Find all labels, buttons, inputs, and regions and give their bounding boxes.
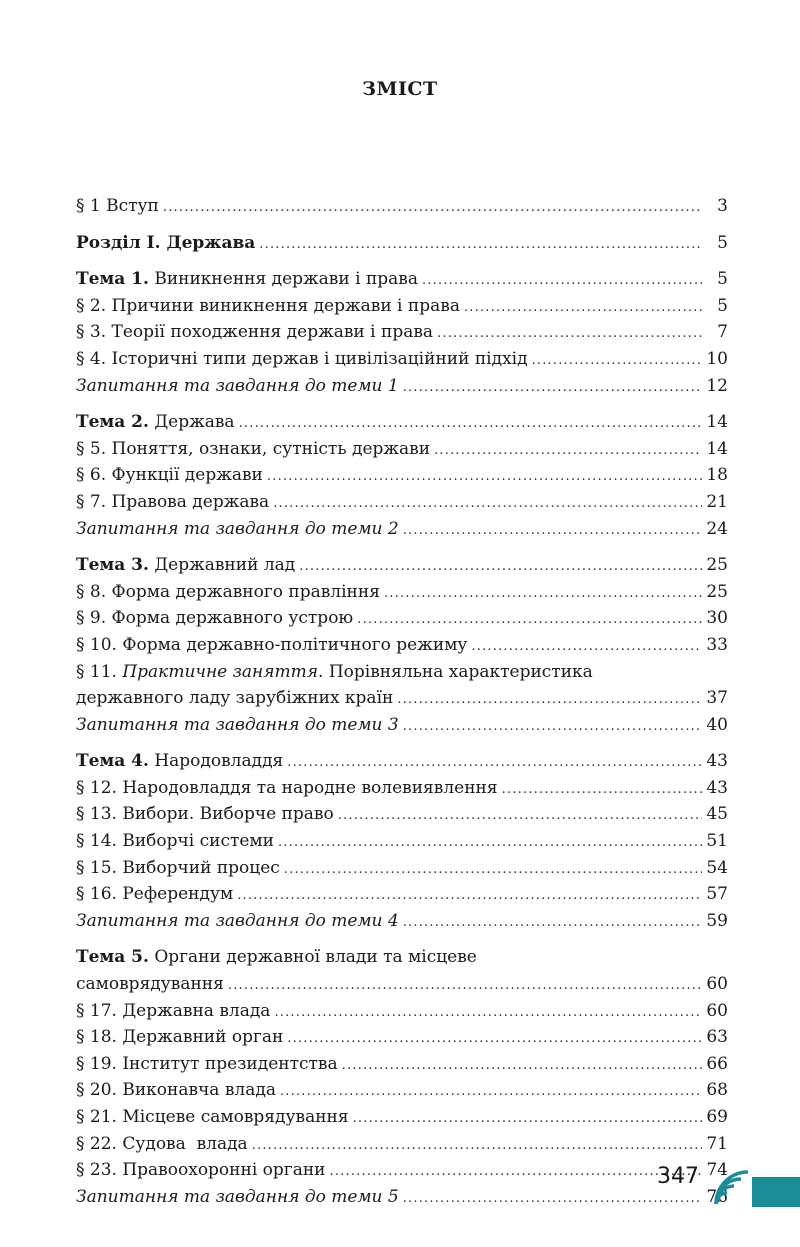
toc-entry[interactable]: § 18. Державний орган ..... 63 [76, 1024, 728, 1051]
toc-entry[interactable]: Запитання та завдання до теми 1 ..... 12 [76, 373, 728, 400]
toc-page: 76 [706, 1186, 728, 1207]
page-number: 347 [657, 1164, 699, 1189]
toc-entry[interactable]: Тема 1. Виникнення держави і права ..... 5 [76, 266, 728, 293]
toc-page: 33 [706, 634, 728, 655]
toc-entry[interactable]: Розділ І. Держава ..... 5 [76, 230, 728, 257]
toc-entry[interactable]: § 12. Народовладдя та народне волевиявлення ..... 43 [76, 775, 728, 802]
toc-entry[interactable]: § 20. Виконавча влада ..... 68 [76, 1077, 728, 1104]
dot-leader [259, 232, 702, 259]
toc-entry[interactable]: § 22. Судова влада ..... 71 [76, 1131, 728, 1158]
toc-page: 71 [706, 1133, 728, 1154]
toc-page: 60 [706, 1000, 728, 1021]
dot-leader [353, 1106, 702, 1133]
dot-leader [273, 491, 702, 518]
toc-page: 7 [717, 322, 728, 343]
dot-leader [464, 295, 702, 322]
toc-entry[interactable]: § 23. Правоохоронні органи ..... 74 [76, 1157, 728, 1184]
toc-page: 40 [706, 714, 728, 735]
signal-waves-icon [712, 1165, 754, 1207]
dot-leader [397, 687, 702, 714]
dot-leader [403, 910, 702, 937]
toc-entry[interactable]: Тема 2. Держава ..... 14 [76, 409, 728, 436]
toc-entry[interactable]: Запитання та завдання до теми 2 ..... 24 [76, 516, 728, 543]
dot-leader [330, 1159, 703, 1186]
toc-entry[interactable]: Запитання та завдання до теми 4 ..... 59 [76, 908, 728, 935]
dot-leader [437, 321, 702, 348]
toc-entry[interactable]: § 11. Практичне заняття. Порівняльна характеристика [76, 661, 593, 682]
toc-page: 14 [706, 438, 728, 459]
toc-page: 60 [706, 974, 728, 995]
toc-page: 43 [706, 777, 728, 798]
toc-entry[interactable]: Запитання та завдання до теми 3 ..... 40 [76, 712, 728, 739]
toc-page: 59 [706, 910, 728, 931]
toc-entry[interactable]: самоврядування ..... 60 [76, 971, 728, 998]
toc-page: 5 [717, 232, 728, 253]
dot-leader [267, 464, 702, 491]
toc-page: 25 [706, 555, 728, 576]
dot-leader [338, 803, 702, 830]
dot-leader [252, 1133, 702, 1160]
dot-leader [342, 1053, 702, 1080]
toc-entry[interactable]: § 8. Форма державного правління ..... 25 [76, 579, 728, 606]
dot-leader [287, 750, 702, 777]
table-of-contents [76, 193, 728, 1210]
dot-leader [299, 554, 702, 581]
dot-leader [422, 268, 702, 295]
toc-page: 66 [706, 1053, 728, 1074]
toc-page: 69 [706, 1107, 728, 1127]
toc-page: 45 [706, 804, 728, 825]
toc-page: 24 [706, 518, 728, 539]
toc-page: 5 [717, 295, 728, 316]
dot-leader [471, 634, 702, 661]
dot-leader [287, 1026, 702, 1053]
toc-page: 37 [706, 688, 728, 709]
toc-page: 12 [706, 375, 728, 396]
accent-band [752, 1177, 800, 1207]
dot-leader [280, 1079, 702, 1106]
toc-page: 63 [706, 1027, 728, 1048]
toc-entry[interactable]: § 9. Форма державного устрою ..... 30 [76, 605, 728, 632]
toc-entry[interactable]: § 10. Форма державно-політичного режиму ..... 33 [76, 632, 728, 659]
toc-entry[interactable]: § 1 Вступ ..... 3 [76, 193, 728, 220]
toc-page: 25 [706, 581, 728, 602]
toc-page: 21 [706, 491, 728, 512]
toc-page: 14 [706, 412, 728, 433]
dot-leader [284, 857, 702, 884]
dot-leader [403, 375, 702, 402]
toc-entry[interactable]: Тема 4. Народовладдя ..... 43 [76, 748, 728, 775]
toc-page: 30 [706, 608, 728, 629]
dot-leader [403, 518, 702, 545]
dot-leader [434, 438, 702, 465]
dot-leader [384, 581, 702, 608]
toc-entry[interactable]: § 16. Референдум ..... 57 [76, 881, 728, 908]
dot-leader [274, 1000, 702, 1027]
toc-page: 51 [706, 831, 728, 852]
dot-leader [403, 714, 702, 741]
dot-leader [403, 1186, 702, 1213]
dot-leader [239, 411, 702, 438]
toc-entry[interactable]: Тема 3. Державний лад ..... 25 [76, 552, 728, 579]
toc-entry[interactable]: § 14. Виборчі системи ..... 51 [76, 828, 728, 855]
dot-leader [237, 883, 702, 910]
toc-entry[interactable]: § 21. Місцеве самоврядування ..... 69 [76, 1104, 728, 1131]
dot-leader [357, 607, 702, 634]
dot-leader [278, 830, 702, 857]
toc-entry[interactable]: § 15. Виборчий процес ..... 54 [76, 855, 728, 882]
toc-page: 57 [706, 884, 728, 905]
toc-entry[interactable]: § 7. Правова держава ..... 21 [76, 489, 728, 516]
toc-page: 5 [717, 269, 728, 290]
toc-page: 18 [706, 465, 728, 486]
toc-entry[interactable]: § 6. Функції держави ..... 18 [76, 462, 728, 489]
dot-leader [502, 777, 702, 804]
dot-leader [228, 973, 702, 1000]
toc-entry[interactable]: § 17. Державна влада ..... 60 [76, 998, 728, 1025]
toc-entry[interactable]: § 2. Причини виникнення держави і права ..... 5 [76, 293, 728, 320]
toc-entry[interactable]: Тема 5. Органи державної влади та місцеве [76, 947, 477, 968]
toc-page: 3 [717, 196, 728, 216]
toc-page: 54 [706, 857, 728, 878]
toc-entry[interactable]: Запитання та завдання до теми 5 ..... 76 [76, 1184, 728, 1211]
toc-entry[interactable]: § 3. Теорії походження держави і права ..... 7 [76, 319, 728, 346]
dot-leader [163, 195, 702, 222]
toc-page: 43 [706, 751, 728, 772]
toc-page: 68 [706, 1080, 728, 1101]
page-title: ЗМІСТ [362, 78, 438, 100]
toc-entry[interactable]: § 4. Історичні типи держав і цивілізаційний підхід ..... 10 [76, 346, 728, 373]
toc-entry[interactable]: § 19. Інститут президентства ..... 66 [76, 1051, 728, 1078]
dot-leader [532, 348, 702, 375]
toc-page: 10 [706, 348, 728, 369]
toc-entry[interactable]: державного ладу зарубіжних країн ..... 37 [76, 685, 728, 712]
toc-entry[interactable]: § 5. Поняття, ознаки, сутність держави ..... 14 [76, 436, 728, 463]
toc-page: 74 [706, 1160, 728, 1181]
toc-entry[interactable]: § 13. Вибори. Виборче право ..... 45 [76, 801, 728, 828]
